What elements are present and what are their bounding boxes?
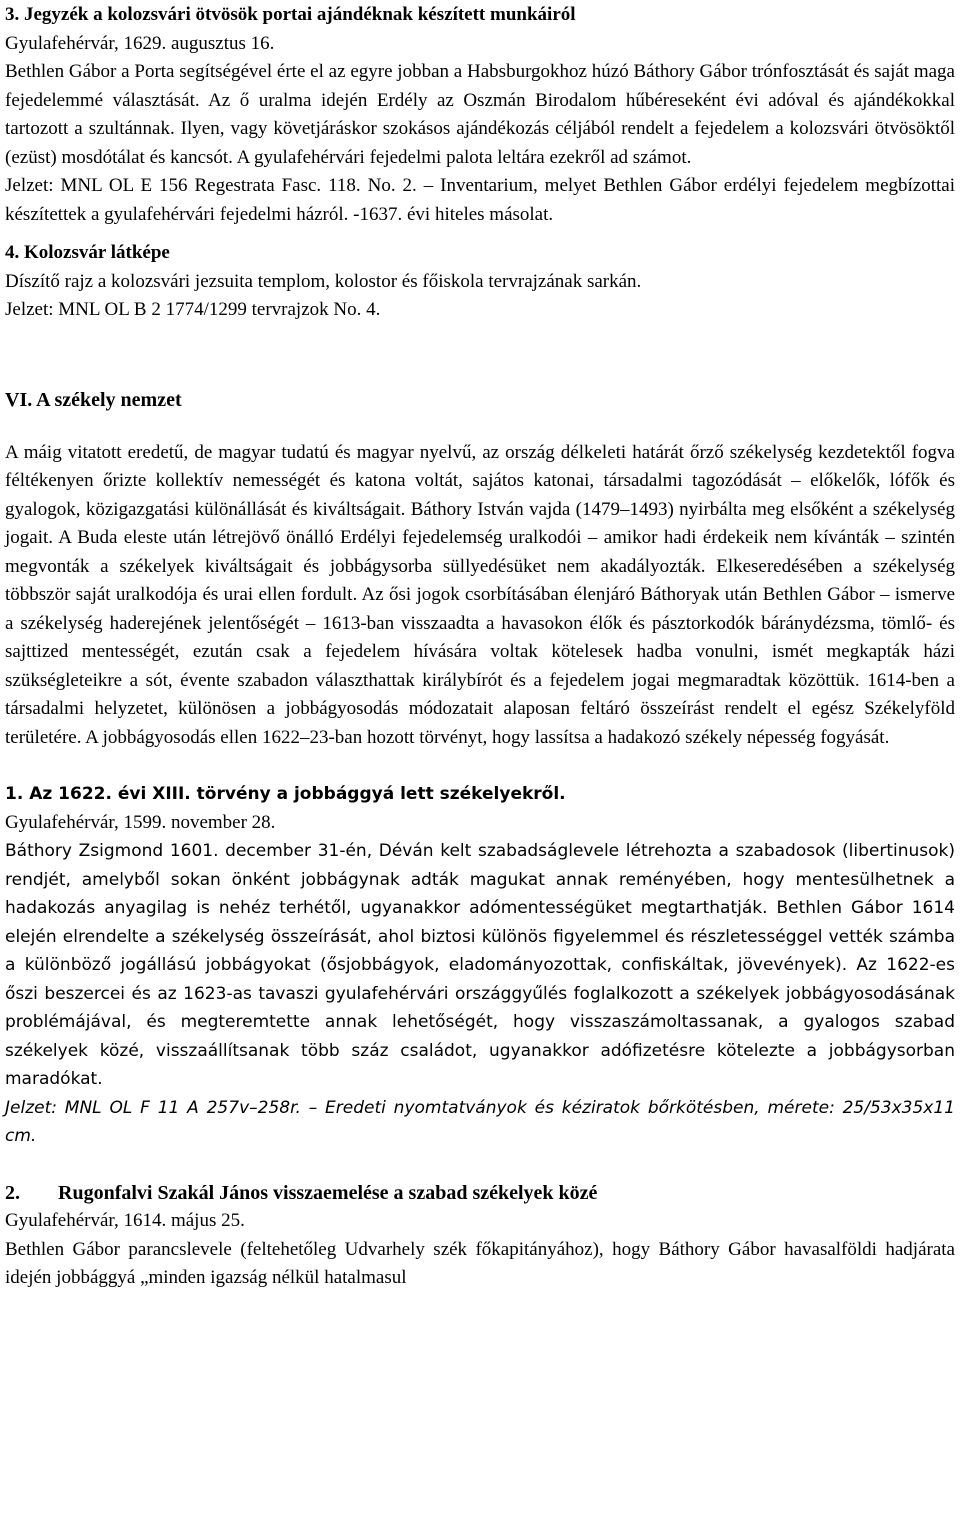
- item-1-jelzet: Jelzet: MNL OL F 11 A 257v–258r. – Eredeti nyomtatványok és kéziratok bőrkötésben, mérete: 25/53x35x11 cm.: [5, 1097, 955, 1146]
- section-4-heading: 4. Kolozsvár látképe: [5, 242, 170, 263]
- item-2-number: 2.: [5, 1181, 20, 1204]
- chapter-heading: VI. A székely nemzet: [5, 388, 182, 411]
- chapter-body: A máig vitatott eredetű, de magyar tudatú és magyar nyelvű, az ország délkeleti határát őrző székelység kezdetektől fogva féltékenyen őrizte kollektív nemességét és katona voltát, sajátos katonai, társadalmi tagozódását – előkelők, lófők és gyalogok, közigazgatási különállását és kiváltságait. Báthory István vajda (1479–1493) nyirbálta meg elsőként a székelység jogait. A Buda eleste után létrejövő önálló Erdélyi fejedelemség uralkodói – amikor hadi érdekeik nem kívánták – szintén megvonták a székelyek kiváltságait és jobbágysorba süllyedésüket nem akadályozták. Elkeseredésében a székelység többször saját uralkodója és urai ellen fordult. Az ősi jogok csorbításában élenjáró Báthoryak után Bethlen Gábor – ismerve a székelység haderejének jelentőségét – 1613-ban visszaadta a havasokon élők és pásztorkodók báránydézsma, tömlő- és sajttized mentességét, ezután csak a fejedelem hívására voltak kötelesek hadba vonulni, ismét megkapták házi szükségleteikre a sót, évente szabadon választhattak királybírót és a fejedelem jogai megmaradtak közöttük. 1614-ben a társadalmi helyzetet, különösen a jobbágyosodás módozatait alaposan feltáró összeírást rendelt el egész Székelyföld területére. A jobbágyosodás ellen 1622–23-ban hozott törvényt, hogy lassítsa a hadakozó székely népesség fogyását.: [5, 441, 955, 748]
- item-1-place-date: Gyulafehérvár, 1599. november 28.: [5, 811, 276, 833]
- item-1-heading: 1. Az 1622. évi XIII. törvény a jobbággyá lett székelyekről.: [5, 784, 566, 804]
- item-2-body: Bethlen Gábor parancslevele (feltehetőleg Udvarhely szék főkapitányához), hogy Báthory Gábor havasalföldi hadjárata idején jobbággyá „minden igazság nélkül hatalmasul: [5, 1238, 955, 1288]
- item-2-title: Rugonfalvi Szakál János visszaemelése a szabad székelyek közé: [58, 1181, 598, 1204]
- item-1-body: Báthory Zsigmond 1601. december 31-én, Déván kelt szabadságlevele létrehozta a szabadosok (libertinusok) rendjét, amelyből sokan önként jobbágynak adták magukat annak reményében, hogy mentesülhetnek a hadakozás anyagilag is nehéz terhétől, ugyanakkor adómentességüket megtarthatják. Bethlen Gábor 1614 elején elrendelte a székelység összeírását, ahol biztosi különös figyelemmel és részletességgel vették számba a különböző jogállású jobbágyokat (ősjobbágyok, eladományozottak, confiskáltak, jövevények). Az 1622-es őszi beszercei és az 1623-as tavaszi gyulafehérvári országgyűlés foglalkozott a székelyek jobbágyosodásának problémájával, és megteremtette annak lehetőségét, hogy visszaszámoltassanak, a gyalogos szabad székelyek közé, visszaállítsanak több száz családot, ugyanakkor adófizetésre kötelezte a jobbágysorban maradókat.: [5, 841, 955, 1089]
- section-4-jelzet: Jelzet: MNL OL B 2 1774/1299 tervrajzok No. 4.: [5, 299, 381, 320]
- item-2-heading: [5, 1179, 955, 1208]
- item-2-place-date: Gyulafehérvár, 1614. május 25.: [5, 1210, 245, 1231]
- section-3-heading: 3. Jegyzék a kolozsvári ötvösök portai ajándéknak készített munkáiról: [5, 4, 576, 25]
- section-3-jelzet: Jelzet: MNL OL E 156 Regestrata Fasc. 118. No. 2. – Inventarium, melyet Bethlen Gábor erdélyi fejedelem megbízottai készítettek a gyulafehérvári fejedelmi házról. -1637. évi hiteles másolat.: [5, 175, 955, 225]
- section-3-place-date: Gyulafehérvár, 1629. augusztus 16.: [5, 32, 275, 54]
- section-3-body: Bethlen Gábor a Porta segítségével érte el az egyre jobban a Habsburgokhoz húzó Báthory Gábor trónfosztását és saját maga fejedelemmé választását. Az ő uralma idején Erdély az Oszmán Birodalom hűbéreseként évi adóval és ajándékokkal tartozott a szultánnak. Ilyen, vagy követjáráskor szokásos ajándékozás céljából rendelt a fejedelem a kolozsvári ötvösöktől (ezüst) mosdótálat és kancsót. A gyulafehérvári fejedelmi palota leltára ezekről ad számot.: [5, 61, 955, 168]
- section-4-body: Díszítő rajz a kolozsvári jezsuita templom, kolostor és főiskola tervrajzának sarkán.: [5, 270, 642, 292]
